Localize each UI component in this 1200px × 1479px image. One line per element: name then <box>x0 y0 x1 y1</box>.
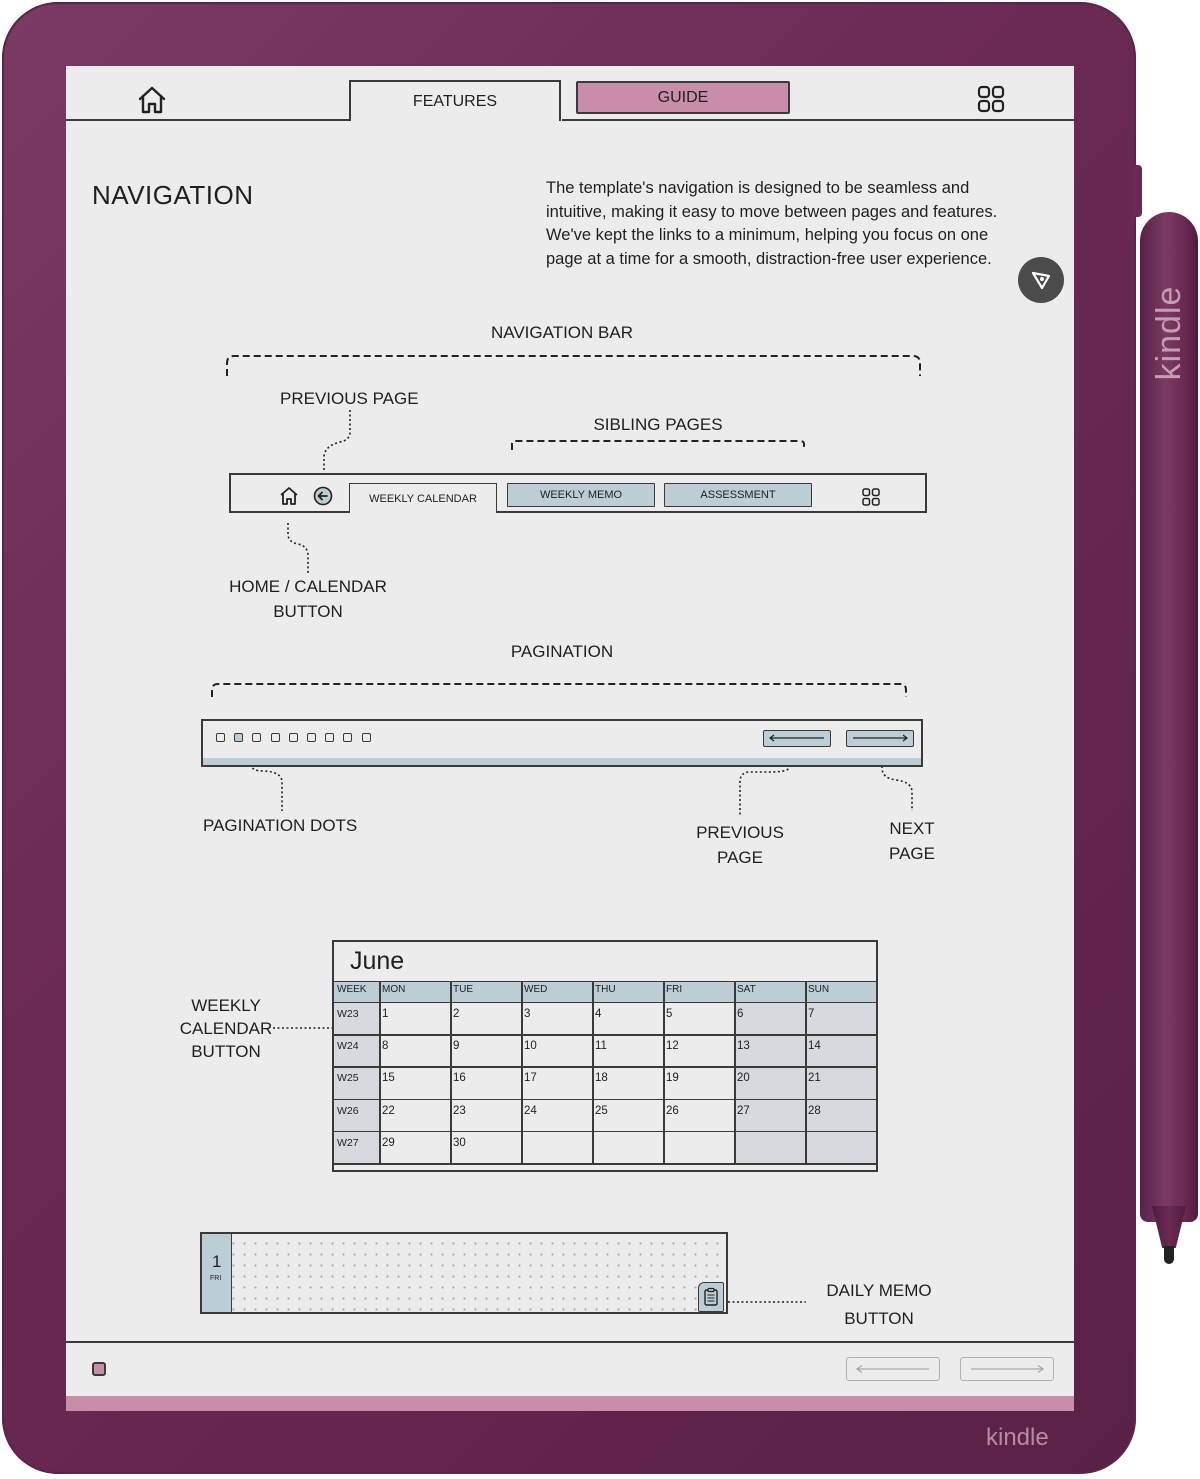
calendar-grid-line <box>334 1066 876 1068</box>
sibling-pages-label: SIBLING PAGES <box>593 415 723 434</box>
page-indicator-dot[interactable] <box>92 1362 106 1376</box>
daily-memo-example <box>200 1232 728 1314</box>
memo-day-number: 1 <box>212 1252 222 1271</box>
navigation-bar-label: NAVIGATION BAR <box>490 323 633 342</box>
calendar-header-cell: WEEK <box>337 984 367 995</box>
calendar-day-cell: 16 <box>453 1072 466 1085</box>
pagination-dot <box>307 733 316 742</box>
calendar-grid-line <box>734 981 736 1164</box>
calendar-day-cell: 6 <box>737 1008 744 1020</box>
calendar-day-cell: 26 <box>666 1104 679 1117</box>
daily-memo-button <box>698 1282 724 1312</box>
label-line: CALENDAR <box>179 1019 273 1038</box>
calendar-day-cell: 8 <box>382 1040 389 1053</box>
calendar-header-cell: WED <box>524 984 548 995</box>
calendar-day-cell: 1 <box>382 1008 389 1020</box>
calendar-day-cell: 11 <box>595 1040 607 1053</box>
next-page-button <box>846 730 914 747</box>
calendar-day-cell: 19 <box>666 1072 679 1085</box>
pagination-label: PAGINATION <box>510 642 614 661</box>
memo-day-name: FRI <box>210 1275 222 1282</box>
calendar-day-cell: 23 <box>453 1104 466 1117</box>
label-line: PAGE <box>889 844 935 863</box>
calendar-day-cell: 13 <box>737 1040 750 1053</box>
left-arrow-icon <box>847 1358 939 1380</box>
calendar-header-cell: FRI <box>666 984 683 995</box>
previous-page-pagination-label <box>680 820 800 870</box>
calendar-day-cell: 20 <box>737 1072 750 1085</box>
calendar-day-cell: 15 <box>382 1072 395 1085</box>
device-logo: kindle <box>986 1424 1049 1451</box>
calendar-day-cell: 24 <box>524 1104 537 1117</box>
calendar-day-cell: 18 <box>595 1072 608 1085</box>
calendar-day-cell: 22 <box>382 1104 395 1117</box>
clipboard-icon <box>703 1287 719 1307</box>
stylus-nib <box>1164 1246 1174 1264</box>
pagination-dot <box>234 733 243 742</box>
pagination-dot <box>216 733 225 742</box>
calendar-header-cell: THU <box>595 984 616 995</box>
calendar-day-cell: 29 <box>382 1136 395 1149</box>
calendar-day-cell: 12 <box>666 1040 679 1053</box>
calendar-grid-line <box>592 981 594 1164</box>
calendar-grid-line <box>663 981 665 1164</box>
calendar-day-cell: 4 <box>595 1008 602 1020</box>
page-title: NAVIGATION <box>92 180 254 210</box>
calendar-day-cell: 28 <box>808 1104 821 1117</box>
power-button[interactable] <box>1134 165 1142 217</box>
calendar-header-cell: MON <box>382 984 406 995</box>
back-arrow-icon <box>313 486 333 506</box>
calendar-day-cell: 7 <box>808 1008 815 1020</box>
left-arrow-icon <box>764 731 830 745</box>
pen-logo: kindle <box>1149 285 1188 381</box>
home-calendar-label-line1: HOME / CALENDAR <box>229 577 387 596</box>
home-calendar-label-line2: BUTTON <box>273 602 343 621</box>
tab-weekly-memo: WEEKLY MEMO <box>507 483 655 507</box>
intro-text: The template's navigation is designed to be seamless and intuitive, making it easy to move between pages and features. We've kept the links to a minimum, helping you focus on one page at a time for a smooth, distraction-free user experience. <box>546 179 998 268</box>
bottom-previous-page-button[interactable] <box>846 1357 940 1381</box>
label-line: BUTTON <box>191 1042 261 1061</box>
tab-weekly-calendar: WEEKLY CALENDAR <box>349 483 497 513</box>
calendar-month-title: June <box>350 947 405 975</box>
stylus-tip <box>1152 1206 1186 1248</box>
calendar-grid-line <box>334 1163 876 1165</box>
calendar-grid-line <box>334 1131 876 1133</box>
tab-guide[interactable]: GUIDE <box>576 81 790 114</box>
memo-date-panel <box>202 1234 232 1312</box>
calendar-week-cell: W25 <box>337 1072 359 1085</box>
calendar-header-cell: SAT <box>737 984 756 995</box>
tab-features[interactable]: FEATURES <box>349 80 561 121</box>
right-arrow-icon <box>961 1358 1053 1380</box>
next-page-label <box>862 816 962 866</box>
daily-memo-button-label <box>804 1277 954 1333</box>
label-line: PREVIOUS <box>696 823 784 842</box>
pagination-dots-label: PAGINATION DOTS <box>203 816 358 835</box>
pagination-strip <box>203 758 921 765</box>
tab-assessment: ASSESSMENT <box>664 483 812 507</box>
home-calendar-label <box>208 574 408 624</box>
bottom-accent-strip <box>66 1396 1074 1411</box>
pagination-dot <box>271 733 280 742</box>
screen <box>66 66 1074 1411</box>
right-arrow-icon <box>847 731 913 745</box>
calendar-grid-line <box>379 981 381 1164</box>
calendar-day-cell: 10 <box>524 1040 537 1053</box>
calendar-grid-line <box>450 981 452 1164</box>
label-line: DAILY MEMO <box>826 1281 932 1300</box>
previous-page-button <box>763 730 831 747</box>
calendar-day-cell: 21 <box>808 1072 821 1085</box>
label-line: NEXT <box>889 819 935 838</box>
calendar-week-cell: W27 <box>337 1136 359 1149</box>
calendar-day-cell: 14 <box>808 1040 821 1053</box>
calendar-day-cell: 27 <box>737 1104 750 1117</box>
calendar-day-cell: 25 <box>595 1104 608 1117</box>
calendar-day-cell: 3 <box>524 1008 531 1020</box>
calendar-day-cell: 2 <box>453 1008 460 1020</box>
calendar-grid-line <box>334 1034 876 1036</box>
pagination-dot <box>362 733 371 742</box>
divider <box>66 1341 1074 1343</box>
pagination-dot <box>289 733 298 742</box>
calendar-day-cell: 9 <box>453 1040 460 1053</box>
calendar-header-cell: SUN <box>808 984 830 995</box>
bottom-next-page-button[interactable] <box>960 1357 1054 1381</box>
weekly-calendar-button-label <box>166 994 286 1063</box>
label-line: PAGE <box>717 848 763 867</box>
pagination-dot <box>325 733 334 742</box>
calendar-day-cell: 30 <box>453 1136 466 1149</box>
calendar-day-cell: 5 <box>666 1008 673 1020</box>
previous-page-label: PREVIOUS PAGE <box>280 389 419 408</box>
calendar-grid-line <box>521 981 523 1164</box>
calendar-day-cell: 17 <box>524 1072 537 1085</box>
pagination-dot <box>252 733 261 742</box>
calendar-week-cell: W26 <box>337 1104 359 1117</box>
calendar-header-cell: TUE <box>453 984 473 995</box>
pagination-dot <box>343 733 352 742</box>
home-icon <box>278 485 300 507</box>
label-line: WEEKLY <box>191 996 261 1015</box>
calendar-grid-line <box>334 1099 876 1101</box>
label-line: BUTTON <box>844 1309 914 1328</box>
calendar-week-cell: W24 <box>337 1040 359 1053</box>
grid-menu-icon <box>862 488 880 506</box>
calendar-week-cell: W23 <box>337 1008 359 1020</box>
calendar-grid-line <box>805 981 807 1164</box>
